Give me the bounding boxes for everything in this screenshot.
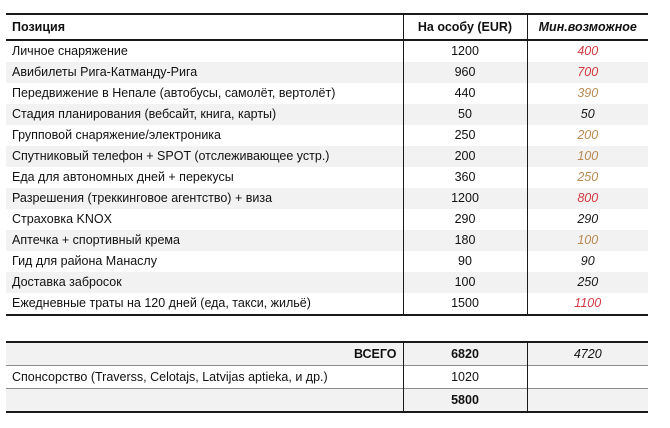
column-header-minimum[interactable]: Мин.возможное: [527, 14, 648, 40]
cell-per-person[interactable]: 250: [403, 125, 527, 146]
cell-per-person[interactable]: 960: [403, 62, 527, 83]
cell-minimum[interactable]: 800: [527, 188, 648, 209]
totals-row-grand-total[interactable]: [6, 342, 648, 366]
cell-item[interactable]: Аптечка + спортивный крема: [6, 230, 403, 251]
cell-minimum[interactable]: 700: [527, 62, 648, 83]
cell-item[interactable]: Личное снаряжение: [6, 40, 403, 62]
cell-per-person[interactable]: 1200: [403, 40, 527, 62]
cell-minimum[interactable]: 100: [527, 230, 648, 251]
cell-minimum[interactable]: 250: [527, 272, 648, 293]
cell-item[interactable]: Стадия планирования (вебсайт, книга, карты): [6, 104, 403, 125]
table-row[interactable]: [6, 62, 648, 83]
cell-minimum[interactable]: 250: [527, 167, 648, 188]
net-minimum[interactable]: [527, 389, 648, 413]
header-row: [6, 14, 648, 40]
cell-item[interactable]: Групповой снаряжение/электроника: [6, 125, 403, 146]
cell-per-person[interactable]: 50: [403, 104, 527, 125]
column-header-per-person[interactable]: На особу (EUR): [403, 14, 527, 40]
totals-row-net[interactable]: [6, 389, 648, 413]
table-body: [6, 40, 648, 315]
cell-minimum[interactable]: 200: [527, 125, 648, 146]
cell-item[interactable]: Передвижение в Непале (автобусы, самолёт, вертолёт): [6, 83, 403, 104]
table-header: [6, 14, 648, 40]
cell-per-person[interactable]: 100: [403, 272, 527, 293]
table-row[interactable]: [6, 146, 648, 167]
cell-item[interactable]: Авибилеты Рига-Катманду-Рига: [6, 62, 403, 83]
sponsor-minimum[interactable]: [527, 366, 648, 389]
cell-per-person[interactable]: 440: [403, 83, 527, 104]
cell-minimum[interactable]: 50: [527, 104, 648, 125]
table-row[interactable]: [6, 293, 648, 315]
cell-minimum[interactable]: 90: [527, 251, 648, 272]
cell-per-person[interactable]: 90: [403, 251, 527, 272]
cell-item[interactable]: Доставка забросок: [6, 272, 403, 293]
cell-item[interactable]: Спутниковый телефон + SPOT (отслеживающее устр.): [6, 146, 403, 167]
cell-item[interactable]: Гид для района Манаслу: [6, 251, 403, 272]
table-row[interactable]: [6, 272, 648, 293]
cell-minimum[interactable]: 290: [527, 209, 648, 230]
cell-minimum[interactable]: 390: [527, 83, 648, 104]
table-row[interactable]: [6, 230, 648, 251]
budget-table: [6, 13, 648, 316]
totals-table: [6, 341, 648, 413]
table-row[interactable]: [6, 125, 648, 146]
table-row[interactable]: [6, 40, 648, 62]
total-label[interactable]: ВСЕГО: [6, 342, 403, 366]
sponsor-per-person[interactable]: 1020: [403, 366, 527, 389]
table-row[interactable]: [6, 209, 648, 230]
total-minimum[interactable]: 4720: [527, 342, 648, 366]
cell-item[interactable]: Еда для автономных дней + перекусы: [6, 167, 403, 188]
cell-per-person[interactable]: 1200: [403, 188, 527, 209]
column-header-item[interactable]: Позиция: [6, 14, 403, 40]
sponsor-label[interactable]: Спонсорство (Traverss, Celotajs, Latvijas aptieka, и др.): [6, 366, 403, 389]
cell-item[interactable]: Разрешения (треккинговое агентство) + виза: [6, 188, 403, 209]
cell-per-person[interactable]: 180: [403, 230, 527, 251]
cell-minimum[interactable]: 400: [527, 40, 648, 62]
cell-minimum[interactable]: 1100: [527, 293, 648, 315]
table-row[interactable]: [6, 251, 648, 272]
cell-per-person[interactable]: 290: [403, 209, 527, 230]
cell-item[interactable]: Ежедневные траты на 120 дней (еда, такси, жильё): [6, 293, 403, 315]
table-row[interactable]: [6, 83, 648, 104]
net-label[interactable]: [6, 389, 403, 413]
cell-item[interactable]: Страховка KNOX: [6, 209, 403, 230]
cell-per-person[interactable]: 360: [403, 167, 527, 188]
cell-minimum[interactable]: 100: [527, 146, 648, 167]
total-per-person[interactable]: 6820: [403, 342, 527, 366]
totals-row-sponsorship[interactable]: [6, 366, 648, 389]
table-row[interactable]: [6, 188, 648, 209]
table-row[interactable]: [6, 167, 648, 188]
cell-per-person[interactable]: 1500: [403, 293, 527, 315]
net-per-person[interactable]: 5800: [403, 389, 527, 413]
cell-per-person[interactable]: 200: [403, 146, 527, 167]
table-row[interactable]: [6, 104, 648, 125]
